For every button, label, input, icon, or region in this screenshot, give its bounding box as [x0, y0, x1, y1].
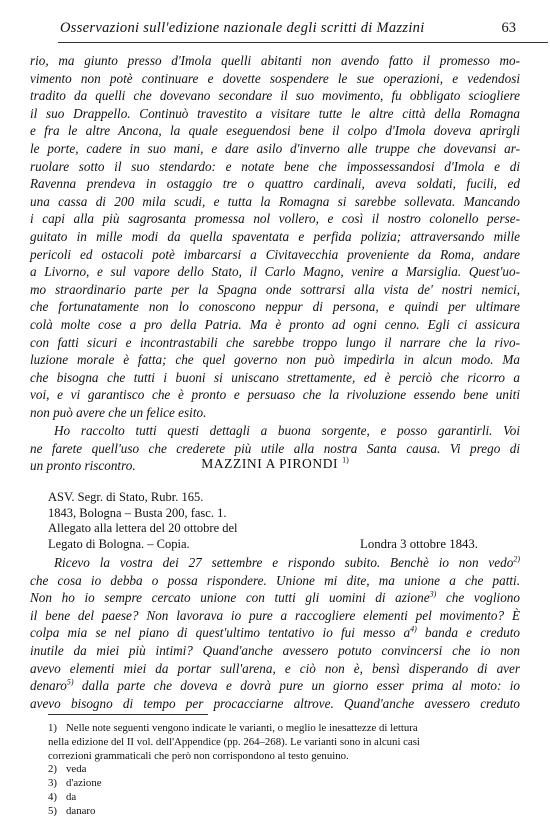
text-line: ne farete quell'uso che crederete più utile alla nostra Santa causa. Vi prego di — [30, 440, 520, 456]
archival-line: Legato di Bologna. – Copia. — [48, 536, 190, 551]
text-line: le porte, cadere in suo mani, e dare asilo d'inverno alle truppe che dovevansi ar- — [30, 140, 520, 156]
footnote-number: 3) — [48, 777, 57, 790]
footnote-text: d'azione — [66, 777, 102, 790]
text-line: Ho raccolto tutti questi dettagli a buona sorgente, e posso garantirli. Voi — [54, 423, 520, 438]
continuation-paragraph — [30, 52, 520, 421]
running-head-title: Osservazioni sull'edizione nazionale degli scritti di Mazzini — [60, 20, 425, 36]
text-line: non può avere che un felice esito. — [30, 404, 207, 420]
letter-text: inutile da miei più intimi? Quand'anche avessero potuto convincersi che io non — [30, 642, 520, 658]
footnote-number: 1) — [48, 722, 57, 734]
archival-line: 1843, Bologna – Busta 200, fasc. 1. — [48, 505, 227, 520]
letter-line — [30, 642, 520, 660]
footnote-line — [48, 777, 518, 791]
letter-text: che vogliono — [436, 590, 520, 606]
running-head — [30, 20, 520, 42]
letter-body — [30, 554, 520, 712]
letter-text: colpa mia se nel piano di quest'ultimo tentativo io fui messo a — [30, 625, 411, 641]
section-title-text: MAZZINI A PIRONDI — [201, 456, 339, 471]
text-line: luzione morale è fatta; che quel governo non può impedirla in alcun modo. Ma — [30, 352, 520, 368]
text-line: colà molte cose a pro della Patria. Ma è pronto ad ogni cenno. Egli ci assicura — [30, 316, 520, 332]
letter-line — [30, 695, 520, 713]
footnote-text: correzioni grammaticali che però non corrispondono al testo genuino. — [48, 749, 349, 762]
text-line: con fatti sicuri e incontrastabili che sarebbe troppo lungo il narrare che la rivo- — [30, 334, 520, 350]
footnote-text: veda — [66, 763, 87, 776]
text-line: a Livorno, e sul vapore dello Stato, il Carlo Magno, venire a Marsiglia. Quest'uo- — [30, 264, 520, 280]
letter-line — [30, 677, 520, 695]
letter-text: Ricevo la vostra dei 27 settembre e rispondo subito. Benchè io non vedo — [54, 555, 514, 570]
section-title-note: 1) — [342, 455, 349, 465]
text-line: e fra le altre Ancona, la quale eseguendosi bene il colpo d'Imola doveva aprirgli — [30, 123, 520, 139]
text-line: che bisogna che tutti i buoni si uniscano strettamente, ed è perciò che ricorro a — [30, 369, 520, 385]
footnote-marker: 5) — [66, 677, 74, 687]
footnote-marker: 3) — [429, 589, 437, 599]
letter-text: Non ho io sempre cercato unione con tutti gli uomini di azione — [30, 590, 430, 606]
text-line: i capi alla più sagrosanta promessa nol vollero, e così il nostro colonello perse- — [30, 211, 520, 227]
footnote-line — [48, 791, 518, 805]
letter-text: banda e creduto — [416, 625, 520, 641]
letter-text: il bene del paese? Non lavorava io pure a raccogliere elementi pel movimento? È — [30, 607, 520, 623]
letter-line — [30, 660, 520, 678]
text-line: un pronto riscontro. — [30, 458, 136, 474]
footnotes — [48, 722, 518, 819]
footnote-line — [48, 763, 518, 777]
footnote-text: Nelle note seguenti vengono indicate le varianti, o meglio le inesattezze di lettura — [66, 722, 418, 734]
footnote-line — [48, 722, 518, 736]
page-number: 63 — [501, 20, 516, 36]
letter-text: che cosa io debba o possa rispondere. Unione mi dite, ma unione a che patti. — [30, 572, 520, 588]
letter-text: dalla parte che doveva e dovrà pure un giorno esser prima al moto: io — [73, 678, 520, 694]
letter-text: denaro — [30, 678, 67, 694]
footnote-text: danaro — [66, 804, 96, 817]
letter-line — [30, 607, 520, 625]
footnote-number: 4) — [48, 790, 57, 803]
text-line: una cassa di 200 mila scudi, e tutta la Romagna si sarebbe sollevata. Mancando — [30, 193, 520, 209]
footnote-rule — [48, 714, 208, 715]
text-line: ruolare sotto il suo stendardo: e notate bene che impossessandosi d'Imola e di — [30, 158, 520, 174]
footnote-text: da — [66, 790, 77, 803]
text-line: tradito da quelli che dovevano secondare il suo movimento, fu obbligato sciogliere — [30, 88, 520, 104]
section-title — [0, 456, 550, 472]
text-line: pericoli ed ostacoli potè imbarcarsi a Civitavecchia proveniente da Roma, andare — [30, 246, 520, 262]
archival-line: Allegato alla lettera del 20 ottobre del — [48, 521, 238, 536]
footnote-number: 2) — [48, 763, 57, 776]
header-rule — [58, 42, 548, 43]
letter-line — [30, 572, 520, 590]
text-line: guitato in mille modi da quella spaventata e perfida polizia; attraversando mille — [30, 228, 520, 244]
letter-text: avevo bisogno di tempo per procacciarne altrove. Quand'anche avessero creduto — [30, 695, 520, 711]
text-line: che fortunatamente non lo conoscono neppur di persona, e quindi per ultimare — [30, 299, 520, 315]
text-line: Ravenna prendeva in ostaggio tre o quattro cardinali, aveva soldati, fucili, ed — [30, 176, 520, 192]
text-line: voi, e vi garantisco che è pronto e persuaso che la rivoluzione essendo bene uniti — [30, 387, 520, 403]
letter-line — [30, 589, 520, 607]
footnote-text: nella edizione del II vol. dell'Appendice (pp. 264–268). Le varianti sono in alcuni casi — [48, 735, 420, 748]
letter-text: avevo elementi miei da portar sull'arena, e ciò non è, bensì disperando di aver — [30, 660, 520, 676]
footnote-line — [48, 750, 518, 764]
footnote-number: 5) — [48, 804, 57, 817]
letter-line — [30, 624, 520, 642]
letter-line — [30, 554, 520, 572]
footnote-line — [48, 736, 518, 750]
archival-line: ASV. Segr. di Stato, Rubr. 165. — [48, 490, 204, 504]
text-line: il suo Drappello. Continuò travestito a visitare tutte le altre città della Romagna — [30, 105, 520, 121]
letter-date: Londra 3 ottobre 1843. — [360, 537, 478, 551]
footnote-marker: 2) — [513, 554, 520, 564]
footnote-line — [48, 805, 518, 819]
text-line: rio, ma giunto presso d'Imola quelli abitanti non avendo fatto il promesso mo- — [30, 53, 520, 68]
text-line: vimento non potè continuare e dovette sospendere le sue operazioni, e vedendosi — [30, 70, 520, 86]
text-line: mo straordinario parte per la Spagna onde sottrarsi alla vista de' nostri nemici, — [30, 281, 520, 297]
footnote-marker: 4) — [410, 624, 417, 634]
